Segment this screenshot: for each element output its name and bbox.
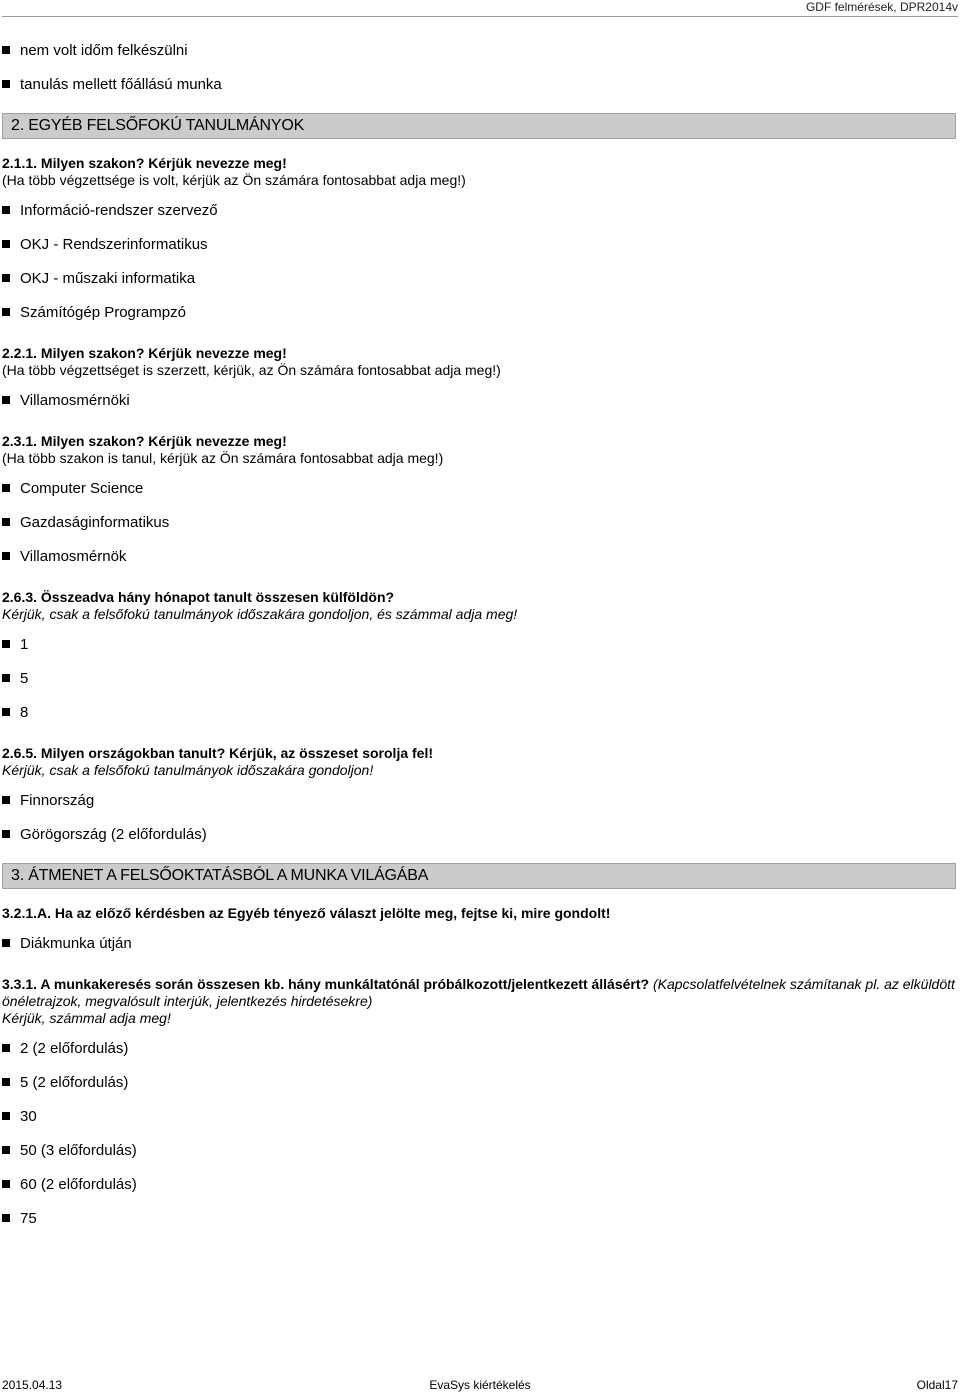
- question-2-6-5: [2, 745, 956, 779]
- square-bullet-icon: [2, 830, 10, 838]
- question-title: 2.3.1. Milyen szakon? Kérjük nevezze meg!: [2, 433, 287, 449]
- question-2-1-1: [2, 155, 956, 189]
- footer-date: 2015.04.13: [2, 1378, 63, 1392]
- header-divider: [2, 16, 958, 17]
- square-bullet-icon: [2, 708, 10, 716]
- list-item: 50 (3 előfordulás): [2, 1133, 956, 1167]
- question-title-wrap: [2, 976, 956, 1010]
- list-item: OKJ - műszaki informatika: [2, 261, 956, 295]
- question-subtitle: Kérjük, csak a felsőfokú tanulmányok időszakára gondoljon!: [2, 762, 374, 778]
- question-subtitle: Kérjük, csak a felsőfokú tanulmányok időszakára gondoljon, és számmal adja meg!: [2, 606, 518, 622]
- question-2-6-3: [2, 589, 956, 623]
- list-item: Diákmunka útján: [2, 926, 956, 960]
- question-2-2-1: [2, 345, 956, 379]
- list-item: 2 (2 előfordulás): [2, 1031, 956, 1065]
- list-item: 5 (2 előfordulás): [2, 1065, 956, 1099]
- square-bullet-icon: [2, 1112, 10, 1120]
- list-item: Görögország (2 előfordulás): [2, 817, 956, 851]
- footer-page-number: Oldal17: [916, 1378, 958, 1392]
- square-bullet-icon: [2, 396, 10, 404]
- list-item: Gazdaságinformatikus: [2, 505, 956, 539]
- list-item: Villamosmérnök: [2, 539, 956, 573]
- square-bullet-icon: [2, 308, 10, 316]
- question-title: 2.6.5. Milyen országokban tanult? Kérjük, az összeset sorolja fel!: [2, 745, 434, 761]
- list-item: 30: [2, 1099, 956, 1133]
- question-note: (Kapcsolatfelvételnek számítanak pl. az elküldött önéletrajzok, megvalósult interjúk, jelentkezés hirdetésekre): [2, 976, 955, 1009]
- question-title: 3.2.1.A. Ha az előző kérdésben az Egyéb tényező választ jelölte meg, fejtse ki, mire gondolt!: [2, 905, 611, 921]
- square-bullet-icon: [2, 1214, 10, 1222]
- list-item: tanulás mellett főállású munka: [2, 67, 956, 101]
- list-item: 5: [2, 661, 956, 695]
- square-bullet-icon: [2, 80, 10, 88]
- question-title: 3.3.1. A munkakeresés során összesen kb. hány munkáltatónál próbálkozott/jelentkezett állásért?: [2, 976, 650, 992]
- list-item: Információ-rendszer szervező: [2, 193, 956, 227]
- question-3-2-1-a: [2, 905, 956, 922]
- square-bullet-icon: [2, 46, 10, 54]
- square-bullet-icon: [2, 518, 10, 526]
- section-header-3: 3. ÁTMENET A FELSŐOKTATÁSBÓL A MUNKA VILÁGÁBA: [2, 863, 956, 889]
- square-bullet-icon: [2, 1180, 10, 1188]
- question-subtitle: (Ha több végzettséget is szerzett, kérjük, az Ön számára fontosabbat adja meg!): [2, 362, 501, 378]
- list-item: Computer Science: [2, 471, 956, 505]
- footer-center: EvaSys kiértékelés: [429, 1378, 531, 1392]
- list-item: OKJ - Rendszerinformatikus: [2, 227, 956, 261]
- question-subtitle: Kérjük, számmal adja meg!: [2, 1010, 171, 1026]
- question-title: 2.1.1. Milyen szakon? Kérjük nevezze meg!: [2, 155, 287, 171]
- question-subtitle: (Ha több szakon is tanul, kérjük az Ön számára fontosabbat adja meg!): [2, 450, 444, 466]
- square-bullet-icon: [2, 484, 10, 492]
- square-bullet-icon: [2, 939, 10, 947]
- list-item: nem volt időm felkészülni: [2, 33, 956, 67]
- square-bullet-icon: [2, 640, 10, 648]
- report-content: [2, 33, 956, 1235]
- list-item: 75: [2, 1201, 956, 1235]
- square-bullet-icon: [2, 1146, 10, 1154]
- question-subtitle: (Ha több végzettsége is volt, kérjük az Ön számára fontosabbat adja meg!): [2, 172, 466, 188]
- square-bullet-icon: [2, 552, 10, 560]
- list-item: 60 (2 előfordulás): [2, 1167, 956, 1201]
- list-item: Finnország: [2, 783, 956, 817]
- square-bullet-icon: [2, 240, 10, 248]
- question-3-3-1: [2, 976, 956, 1027]
- header-title: GDF felmérések, DPR2014v: [805, 0, 958, 14]
- question-title: 2.6.3. Összeadva hány hónapot tanult összesen külföldön?: [2, 589, 395, 605]
- square-bullet-icon: [2, 274, 10, 282]
- question-2-3-1: [2, 433, 956, 467]
- square-bullet-icon: [2, 674, 10, 682]
- list-item: Villamosmérnöki: [2, 383, 956, 417]
- list-item: 8: [2, 695, 956, 729]
- section-header-2: 2. EGYÉB FELSŐFOKÚ TANULMÁNYOK: [2, 113, 956, 139]
- list-item: 1: [2, 627, 956, 661]
- square-bullet-icon: [2, 1078, 10, 1086]
- square-bullet-icon: [2, 1044, 10, 1052]
- list-item: Számítógép Programpzó: [2, 295, 956, 329]
- square-bullet-icon: [2, 796, 10, 804]
- question-title: 2.2.1. Milyen szakon? Kérjük nevezze meg!: [2, 345, 287, 361]
- square-bullet-icon: [2, 206, 10, 214]
